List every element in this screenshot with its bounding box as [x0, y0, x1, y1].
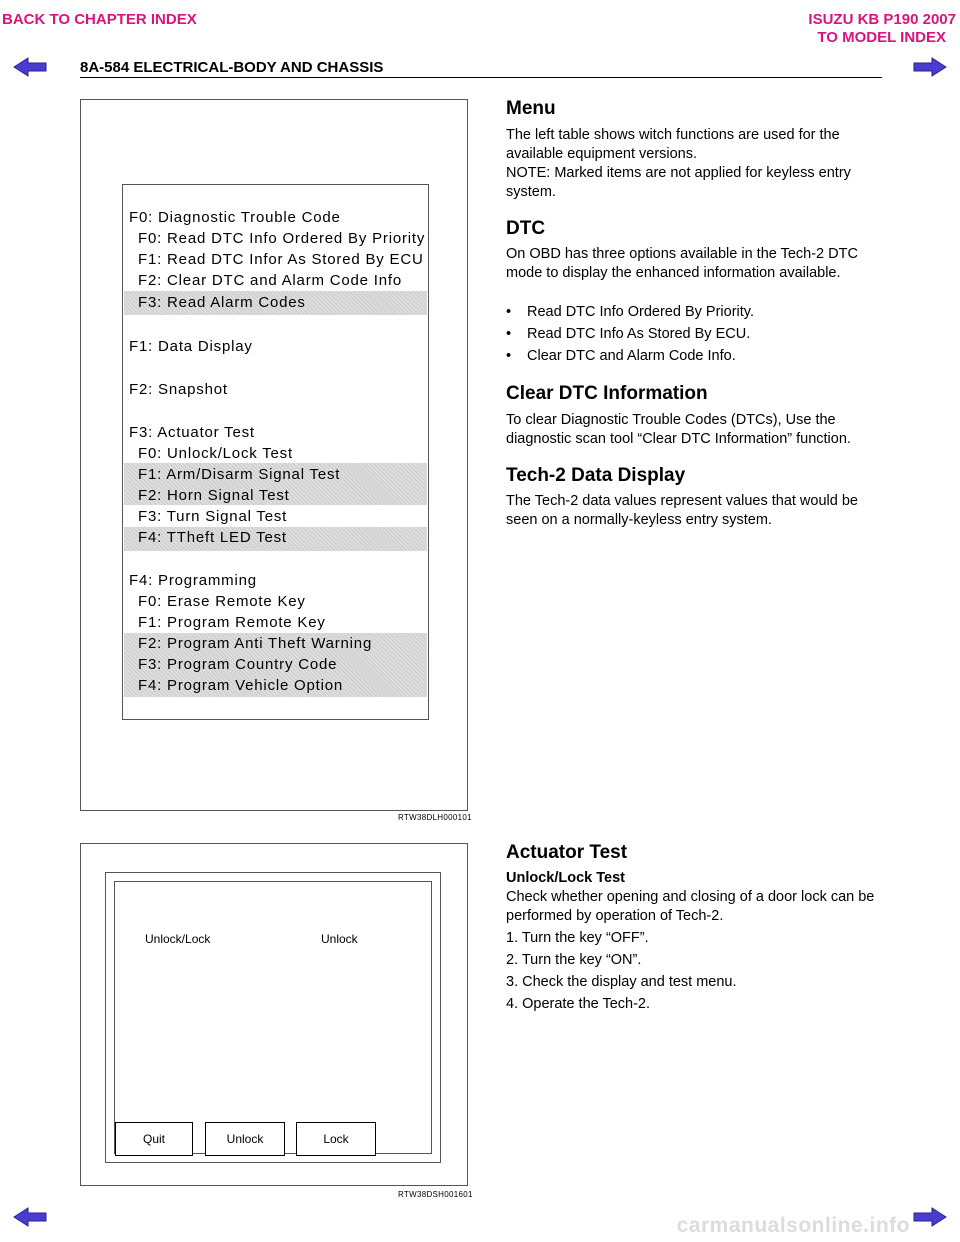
dtc-paragraph: On OBD has three options available in the Tech-2 DTC mode to display the enhanced information available.	[506, 246, 858, 281]
menu-note: NOTE: Marked items are not applied for keyless entry system.	[506, 165, 851, 200]
clear-dtc-paragraph: To clear Diagnostic Trouble Codes (DTCs), Use the diagnostic scan tool “Clear DTC Information” function.	[506, 412, 851, 447]
to-model-index-link[interactable]: TO MODEL INDEX	[817, 29, 946, 46]
unlock-status-label: Unlock	[321, 932, 358, 946]
next-page-arrow-icon[interactable]	[912, 56, 948, 78]
step-item: 3. Check the display and test menu.	[506, 974, 737, 990]
step-item: 1. Turn the key “OFF”.	[506, 930, 649, 946]
prev-page-arrow-icon[interactable]	[12, 56, 48, 78]
menu-item: F1: Program Remote Key	[138, 614, 326, 631]
menu-item: F4: TTheft LED Test	[138, 529, 287, 546]
menu-item: F2: Snapshot	[129, 381, 228, 398]
unlock-lock-label: Unlock/Lock	[145, 932, 211, 946]
tech2-screen-inner	[114, 881, 432, 1154]
prev-page-arrow-icon[interactable]	[12, 1206, 48, 1228]
bullet-text: Read DTC Info Ordered By Priority.	[527, 304, 754, 320]
menu-item: F0: Erase Remote Key	[138, 593, 306, 610]
header-rule	[80, 77, 882, 78]
figure1-code: RTW38DLH000101	[398, 813, 472, 822]
actuator-subheading: Unlock/Lock Test	[506, 870, 625, 886]
menu-item: F4: Programming	[129, 572, 257, 589]
menu-item: F3: Turn Signal Test	[138, 508, 288, 525]
data-display-paragraph: The Tech-2 data values represent values that would be seen on a normally-keyless entry system.	[506, 493, 858, 528]
figure2-code: RTW38DSH001601	[398, 1190, 473, 1199]
bullet-glyph: •	[506, 326, 512, 342]
menu-item: F2: Horn Signal Test	[138, 487, 290, 504]
menu-item: F3: Read Alarm Codes	[138, 294, 306, 311]
menu-item: F1: Arm/Disarm Signal Test	[138, 466, 341, 483]
tech2-menu-box	[122, 184, 429, 720]
next-page-arrow-icon[interactable]	[912, 1206, 948, 1228]
data-display-heading: Tech-2 Data Display	[506, 465, 686, 486]
menu-heading: Menu	[506, 98, 556, 119]
step-item: 2. Turn the key “ON”.	[506, 952, 642, 968]
page-title: 8A-584 ELECTRICAL-BODY AND CHASSIS	[80, 59, 384, 76]
menu-item: F3: Actuator Test	[129, 424, 255, 441]
bullet-text: Read DTC Info As Stored By ECU.	[527, 326, 751, 342]
clear-dtc-heading: Clear DTC Information	[506, 383, 708, 404]
back-to-chapter-index-link[interactable]: BACK TO CHAPTER INDEX	[2, 11, 197, 28]
menu-paragraph: The left table shows witch functions are used for the available equipment versions.	[506, 127, 840, 162]
menu-item: F3: Program Country Code	[138, 656, 338, 673]
watermark: carmanualsonline.info	[676, 1214, 910, 1237]
actuator-paragraph: Check whether opening and closing of a door lock can be performed by operation of Tech-2.	[506, 889, 875, 924]
menu-item: F0: Diagnostic Trouble Code	[129, 209, 341, 226]
bullet-glyph: •	[506, 304, 512, 320]
model-title: ISUZU KB P190 2007	[808, 11, 956, 28]
step-item: 4. Operate the Tech-2.	[506, 996, 651, 1012]
menu-item: F1: Data Display	[129, 338, 253, 355]
actuator-heading: Actuator Test	[506, 842, 628, 863]
lock-button[interactable]: Lock	[296, 1122, 376, 1156]
bullet-text: Clear DTC and Alarm Code Info.	[527, 348, 736, 364]
menu-item: F0: Read DTC Info Ordered By Priority	[138, 230, 426, 247]
bullet-glyph: •	[506, 348, 512, 364]
dtc-heading: DTC	[506, 218, 546, 239]
unlock-button[interactable]: Unlock	[205, 1122, 285, 1156]
quit-button[interactable]: Quit	[115, 1122, 193, 1156]
menu-item: F0: Unlock/Lock Test	[138, 445, 293, 462]
menu-item: F2: Program Anti Theft Warning	[138, 635, 373, 652]
menu-item: F4: Program Vehicle Option	[138, 677, 344, 694]
menu-item: F1: Read DTC Infor As Stored By ECU	[138, 251, 424, 268]
menu-item: F2: Clear DTC and Alarm Code Info	[138, 272, 402, 289]
